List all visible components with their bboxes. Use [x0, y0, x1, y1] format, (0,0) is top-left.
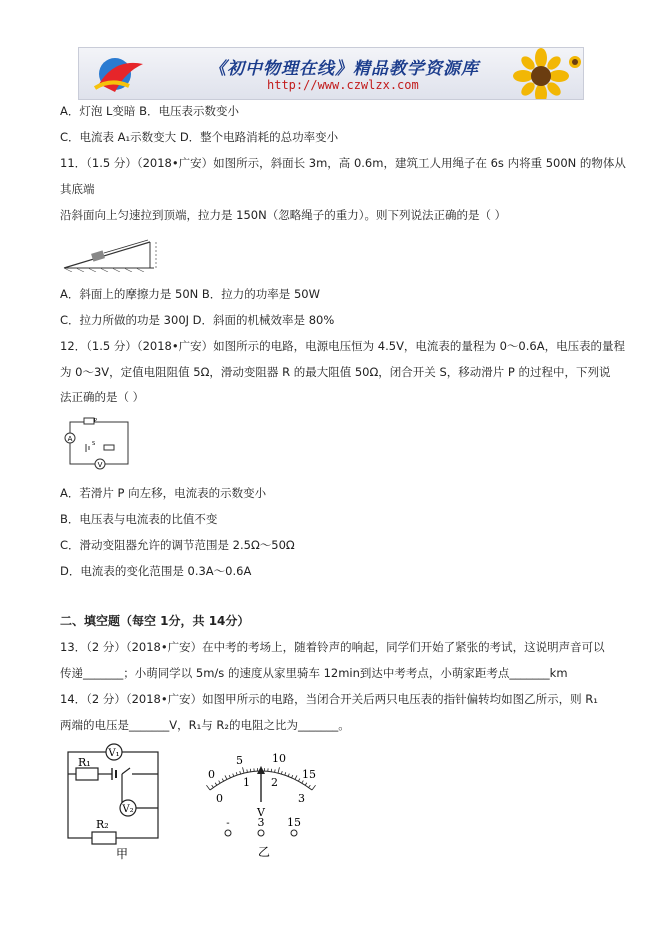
terminal-label: -: [226, 818, 230, 829]
dial-tick-mark: [288, 774, 289, 777]
dial-tick-mark: [243, 767, 244, 773]
dial-tick-mark: [236, 772, 237, 775]
terminal-label: 15: [287, 816, 301, 829]
dial-tick-mark: [305, 783, 307, 786]
figure-caption-yi: 乙: [257, 845, 271, 859]
dial-tick-mark: [222, 779, 223, 782]
dial-tick-mark: [295, 775, 297, 779]
option-line: A．灯泡 L变暗 B．电压表示数变小: [60, 104, 239, 118]
dial-tick-mark: [219, 781, 221, 784]
dial-outer-tick: 10: [272, 752, 286, 765]
incline-figure: [62, 232, 162, 272]
dial-inner-tick: 3: [298, 792, 305, 805]
dial-outer-tick: 5: [236, 754, 243, 767]
question-13-cont: 传递_______；小萌同学以 5m/s 的速度从家里骑车 12min到达中考考点，小萌家距考点_______km: [60, 666, 568, 680]
option-line: B．电压表与电流表的比值不变: [60, 512, 218, 526]
v2-label: V₂: [122, 804, 134, 815]
dial-tick-mark: [281, 771, 282, 774]
terminal-label: 3: [257, 816, 265, 829]
question-11: 11．（1.5 分）（2018•广安）如图所示，斜面长 3m，高 0.6m，建筑工人用绳子在 6s 内将重 500N 的物体从: [60, 156, 626, 170]
dial-tick-mark: [312, 785, 316, 790]
circuit-figure-jia: [62, 738, 172, 862]
section-heading: 二、填空题（每空 1分，共 14分）: [60, 614, 250, 628]
option-line: A．若滑片 P 向左移，电流表的示数变小: [60, 486, 267, 500]
dial-tick-mark: [212, 785, 214, 787]
dial-tick-mark: [298, 779, 299, 782]
dial-tick-mark: [240, 771, 241, 774]
option-line: C．拉力所做的功是 300J D．斜面的机械效率是 80%: [60, 313, 335, 327]
dial-outer-tick: 15: [302, 768, 316, 781]
dial-unit: V: [257, 806, 265, 819]
question-12-cont: 法正确的是（ ）: [60, 390, 145, 404]
option-line: D．电流表的变化范围是 0.3A～0.6A: [60, 564, 252, 578]
dial-tick-mark: [309, 785, 311, 787]
dial-tick-mark: [275, 769, 276, 772]
r2-label: R₂: [96, 818, 109, 831]
option-line: A．斜面上的摩擦力是 50N B．拉力的功率是 50W: [60, 287, 320, 301]
question-14: 14．（2 分）（2018•广安）如图甲所示的电路，当闭合开关后两只电压表的指针偏转均如图乙所示，则 R₁: [60, 692, 598, 706]
dial-tick-mark: [292, 775, 293, 778]
option-line: C．滑动变阻器允许的调节范围是 2.5Ω～50Ω: [60, 538, 295, 552]
banner-url: http://www.czwlzx.com: [267, 78, 419, 92]
ammeter-label: A: [67, 435, 73, 443]
question-12-cont: 为 0～3V，定值电阻阻值 5Ω，滑动变阻器 R 的最大阻值 50Ω，闭合开关 S，移动滑片 P 的过程中，下列说: [60, 365, 611, 379]
dial-outer-tick: 0: [208, 768, 215, 781]
dial-tick-mark: [285, 772, 286, 775]
banner-title: 《初中物理在线》精品教学资源库: [209, 59, 479, 79]
dial-inner-tick: 2: [271, 776, 278, 789]
question-12: 12．（1.5 分）（2018•广安）如图所示的电路，电源电压恒为 4.5V，电流表的量程为 0～0.6A，电压表的量程: [60, 339, 626, 353]
r1-label: R₁: [78, 756, 91, 769]
dial-tick-mark: [206, 785, 210, 790]
switch-label: S: [92, 441, 96, 447]
dial-tick-mark: [229, 775, 230, 778]
v1-label: V₁: [108, 748, 120, 759]
voltmeter-label: V: [97, 461, 103, 469]
question-11-cont: 沿斜面向上匀速拉到顶端，拉力是 150N（忽略绳子的重力）。则下列说法正确的是（ ）: [60, 208, 507, 222]
header-banner: [78, 47, 584, 100]
dial-tick-mark: [215, 783, 217, 786]
circuit-figure-12: [62, 414, 132, 472]
logo-icon: [85, 52, 155, 96]
dial-inner-tick: 0: [216, 792, 223, 805]
dial-tick-mark: [247, 769, 248, 772]
question-14-cont: 两端的电压是_______V，R₁与 R₂的电阻之比为_______。: [60, 718, 350, 732]
dial-tick-mark: [225, 775, 227, 779]
slider-label: P: [94, 418, 98, 424]
question-11-cont: 其底端: [60, 182, 95, 196]
sunflower-icon: [489, 48, 583, 99]
option-line: C．电流表 A₁示数变大 D．整个电路消耗的总功率变小: [60, 130, 339, 144]
figure-caption-jia: 甲: [115, 847, 129, 861]
dial-inner-tick: 1: [243, 776, 250, 789]
question-13: 13．（2 分）（2018•广安）在中考的考场上，随着铃声的响起，同学们开始了紧张的考试，这说明声音可以: [60, 640, 605, 654]
voltmeter-dial-figure: [196, 744, 326, 862]
dial-tick-mark: [233, 774, 234, 777]
dial-tick-mark: [278, 767, 279, 773]
